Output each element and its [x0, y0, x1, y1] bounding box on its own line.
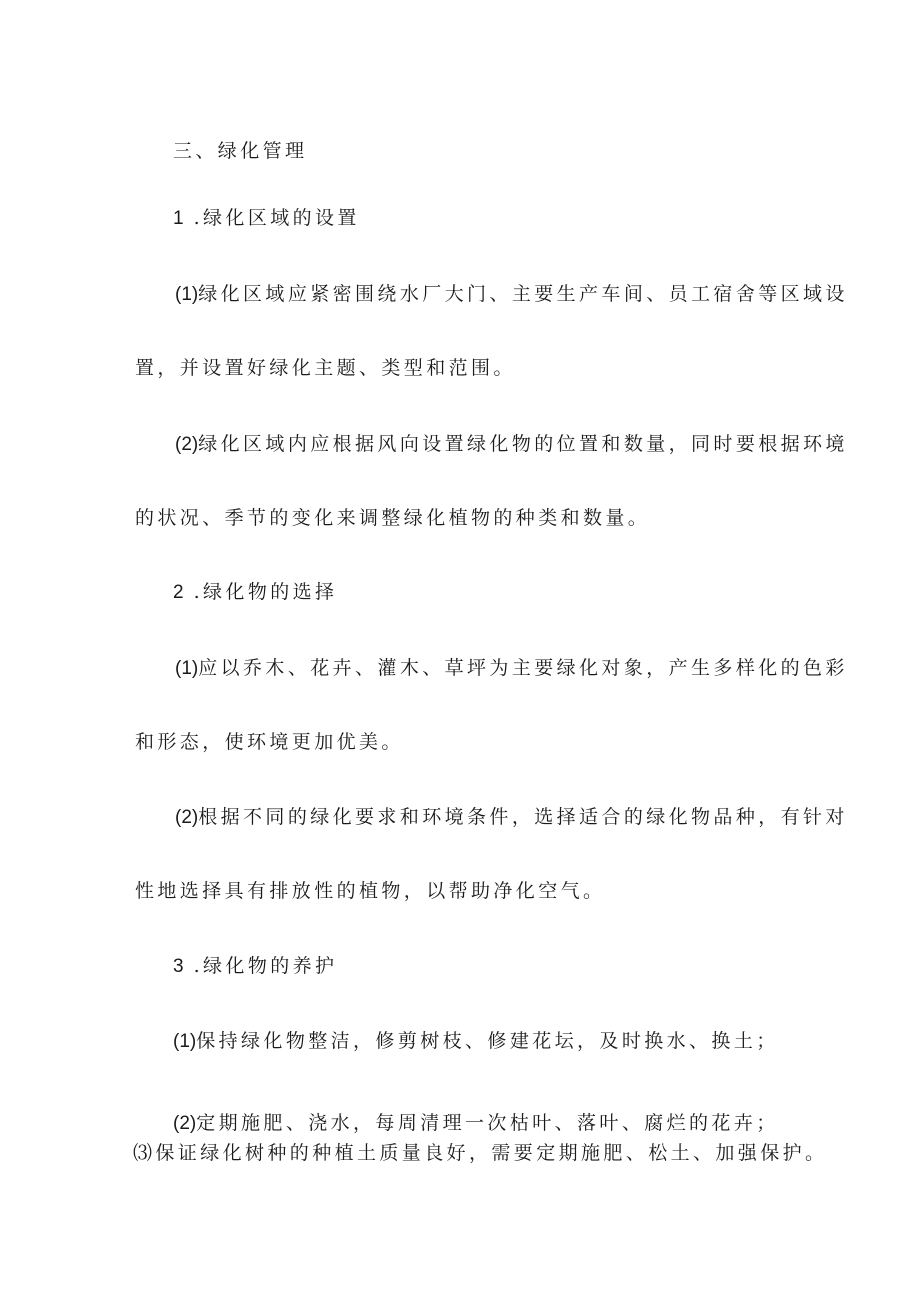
s3-item1-marker: (1): [173, 1031, 197, 1052]
s2-item1-line1: [175, 656, 848, 681]
s2-item1-text1: 应以乔木、花卉、灌木、草坪为主要绿化对象，产生多样化的色彩: [198, 657, 848, 679]
subsection-3-title: .绿化物的养护: [193, 955, 338, 977]
s2-item1-text2: 和形态，使环境更加优美。: [135, 731, 404, 753]
subsection-2-number: 2: [173, 582, 184, 603]
s2-item2-line2: [135, 879, 605, 903]
s2-item1-marker: (1): [175, 658, 199, 679]
s3-item2-marker: (2): [173, 1113, 197, 1134]
s3-item2-line1: [173, 1111, 779, 1136]
s1-item2-marker: (2): [175, 434, 199, 455]
s3-item3-marker: ⑶: [133, 1142, 156, 1164]
s1-item2-line1: [175, 432, 848, 457]
s3-item1-text1: 保持绿化物整洁，修剪树枝、修建花坛，及时换水、换土；: [196, 1030, 779, 1052]
s3-item3-text1: 保证绿化树种的种植土质量良好，需要定期施肥、松土、加强保护。: [155, 1142, 828, 1164]
s1-item1-marker: (1): [175, 284, 199, 305]
subsection-2-title: .绿化物的选择: [193, 581, 338, 603]
s1-item2-text2: 的状况、季节的变化来调整绿化植物的种类和数量。: [135, 507, 651, 529]
subsection-3-number: 3: [173, 956, 184, 977]
subsection-1-number: 1: [173, 208, 184, 229]
s1-item1-text1: 绿化区域应紧密围绕水厂大门、主要生产车间、员工宿舍等区域设: [198, 283, 848, 305]
subsection-1-title: .绿化区域的设置: [193, 207, 360, 229]
section-title-text: 三、绿化管理: [173, 140, 308, 162]
s2-item1-line2: [135, 730, 404, 754]
s1-item1-line2: [135, 356, 516, 380]
s2-item2-marker: (2): [175, 807, 199, 828]
subsection-2-heading: [173, 580, 337, 605]
s1-item1-text2: 置，并设置好绿化主题、类型和范围。: [135, 357, 516, 379]
section-title: [173, 139, 307, 163]
s2-item2-text2: 性地选择具有排放性的植物，以帮助净化空气。: [135, 880, 606, 902]
s2-item2-text1: 根据不同的绿化要求和环境条件，选择适合的绿化物品种，有针对: [198, 806, 848, 828]
s3-item1-line1: [173, 1029, 779, 1054]
s2-item2-line1: [175, 805, 848, 830]
subsection-1-heading: [173, 206, 360, 231]
s1-item2-line2: [135, 506, 650, 530]
s3-item3-line1: [133, 1141, 827, 1165]
s3-item2-text1: 定期施肥、浇水，每周清理一次枯叶、落叶、腐烂的花卉；: [196, 1112, 779, 1134]
subsection-3-heading: [173, 954, 337, 979]
s1-item2-text1: 绿化区域内应根据风向设置绿化物的位置和数量，同时要根据环境: [198, 433, 848, 455]
s1-item1-line1: [175, 282, 848, 307]
